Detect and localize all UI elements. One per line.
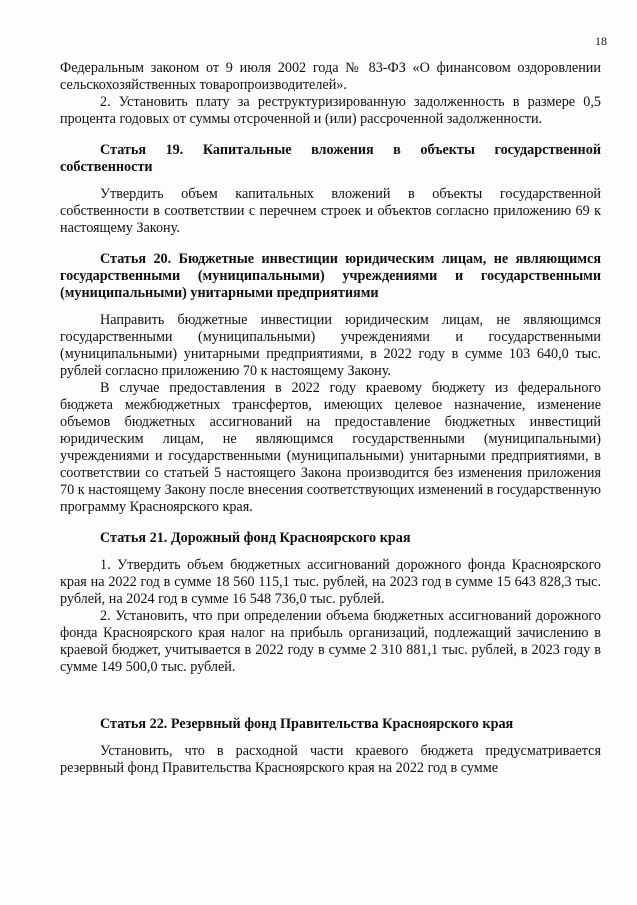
article-21-paragraph-2: 2. Установить, что при определении объема бюджетных ассигнований дорожного фонда Красноярского края налог на прибыль организаций, подлежащий зачислению в краевой бюджет, учитывается в 2022 году в сумме 2 310 881,1 тыс. рублей, в 2023 году в сумме 149 500,0 тыс. рублей. <box>60 608 601 675</box>
article-19-paragraph: Утвердить объем капитальных вложений в объекты государственной собственности в соответствии с перечнем строек и объектов согласно приложению 69 к настоящему Закону. <box>60 186 601 236</box>
article-22-paragraph: Установить, что в расходной части краевого бюджета предусматривается резервный фонд Правительства Красноярского края на 2022 год в сумме <box>60 743 601 776</box>
article-20-paragraph-1: Направить бюджетные инвестиции юридическим лицам, не являющимся государственными (муниципальными) учреждениями и государственными (муниципальными) унитарными предприятиями, в 2022 году в сумме 103 640,0 тыс. рублей согласно приложению 70 к настоящему Закону. <box>60 312 601 379</box>
article-22-heading: Статья 22. Резервный фонд Правительства Красноярского края <box>100 716 514 732</box>
document-body <box>60 60 601 777</box>
paragraph-continuation: Федеральным законом от 9 июля 2002 года № 83-ФЗ «О финансовом оздоровлении сельскохозяйственных товаропроизводителей». <box>60 60 601 93</box>
article-20-heading: Статья 20. Бюджетные инвестиции юридическим лицам, не являющимся государственными (муниципальными) учреждениями и государственными (муниципальными) унитарными предприятиями <box>60 251 601 301</box>
article-21-heading: Статья 21. Дорожный фонд Красноярского края <box>100 530 411 546</box>
article-21-paragraph-1: 1. Утвердить объем бюджетных ассигнований дорожного фонда Красноярского края на 2022 год в сумме 18 560 115,1 тыс. рублей, на 2023 год в сумме 15 643 828,3 тыс. рублей, на 2024 год в сумме 16 548 736,0 тыс. рублей. <box>60 557 601 607</box>
paragraph-fee-restructuring: 2. Установить плату за реструктуризированную задолженность в размере 0,5 процента годовых от суммы отсроченной и (или) рассроченной задолженности. <box>60 94 601 127</box>
article-19-heading: Статья 19. Капитальные вложения в объекты государственной собственности <box>60 142 601 175</box>
page-number: 18 <box>595 34 607 48</box>
article-20-paragraph-2: В случае предоставления в 2022 году краевому бюджету из федерального бюджета межбюджетных трансфертов, имеющих целевое назначение, изменение объемов бюджетных ассигнований на предоставление бюджетных инвестиций юридическим лицам, не являющимся государственными (муниципальными) учреждениями и государственными (муниципальными) унитарными предприятиями, в соответствии со статьей 5 настоящего Закона производится без изменения приложения 70 к настоящему Закону после внесения соответствующих изменений в государственную программу Красноярского края. <box>60 380 601 515</box>
